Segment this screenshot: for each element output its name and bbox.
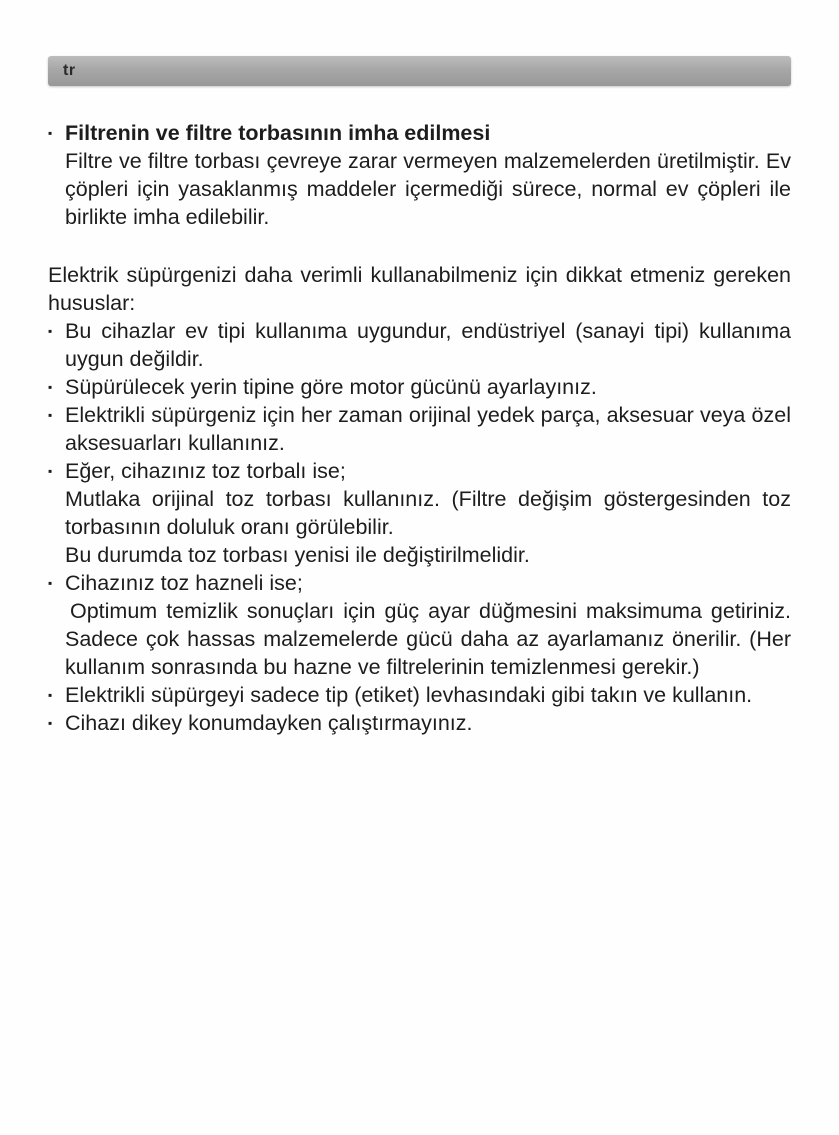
square-bullet-icon: ▪ bbox=[48, 688, 53, 702]
list-item-continuation: Mutlaka orijinal toz torbası kullanınız. (Filtre değişim göstergesinden toz torbasının doluluk oranı görülebilir. bbox=[65, 487, 791, 539]
list-item bbox=[48, 401, 791, 457]
square-bullet-icon: ▪ bbox=[48, 464, 53, 478]
list-item-text: Elektrikli süpürgeyi sadece tip (etiket) levhasındaki gibi takın ve kullanın. bbox=[65, 683, 753, 707]
square-bullet-icon: ▪ bbox=[48, 126, 53, 140]
section-heading: Filtrenin ve filtre torbasının imha edilmesi bbox=[65, 121, 491, 145]
heading-list-item bbox=[48, 119, 791, 147]
section-usage-tips bbox=[48, 261, 791, 737]
list-item-text: Eğer, cihazınız toz torbalı ise; bbox=[65, 459, 346, 483]
square-bullet-icon: ▪ bbox=[48, 576, 53, 590]
list-item-body bbox=[65, 569, 791, 681]
list-item bbox=[48, 681, 791, 709]
list-item-text: Cihazınız toz hazneli ise; bbox=[65, 571, 303, 595]
square-bullet-icon: ▪ bbox=[48, 324, 53, 338]
list-item bbox=[48, 569, 791, 681]
list-item-text: Bu cihazlar ev tipi kullanıma uygundur, endüstriyel (sanayi tipi) kullanıma uygun değildir. bbox=[65, 319, 791, 371]
list-item-text: Cihazı dikey konumdayken çalıştırmayınız. bbox=[65, 711, 473, 735]
square-bullet-icon: ▪ bbox=[48, 716, 53, 730]
list-item bbox=[48, 457, 791, 569]
list-item bbox=[48, 373, 791, 401]
list-item-continuation: Optimum temizlik sonuçları için güç ayar düğmesini maksimuma getiriniz. Sadece çok hassas malzemelerde gücü daha az ayarlamanız önerilir. (Her kullanım sonrasında bu hazne ve filtrelerinin temizlenmesi gerekir.) bbox=[65, 599, 791, 679]
list-item-text: Süpürülecek yerin tipine göre motor gücünü ayarlayınız. bbox=[65, 375, 597, 399]
square-bullet-icon: ▪ bbox=[48, 380, 53, 394]
square-bullet-icon: ▪ bbox=[48, 408, 53, 422]
section-body-text: Filtre ve filtre torbası çevreye zarar vermeyen malzemelerden üretilmiştir. Ev çöpleri için yasaklanmış maddeler içermediği sürece, normal ev çöpleri ile birlikte imha edilebilir. bbox=[65, 149, 791, 229]
list-item bbox=[48, 709, 791, 737]
tips-intro-text: Elektrik süpürgenizi daha verimli kullanabilmeniz için dikkat etmeniz gereken hususlar: bbox=[48, 263, 791, 315]
language-header-bar bbox=[48, 56, 791, 86]
section-filter-disposal bbox=[48, 119, 791, 231]
page-content bbox=[48, 119, 791, 737]
list-item bbox=[48, 317, 791, 373]
list-item-continuation: Bu durumda toz torbası yenisi ile değiştirilmelidir. bbox=[65, 543, 530, 567]
list-item-body bbox=[65, 457, 791, 569]
list-item-text: Elektrikli süpürgeniz için her zaman orijinal yedek parça, aksesuar veya özel aksesuarları kullanınız. bbox=[65, 403, 791, 455]
language-code-label: tr bbox=[63, 62, 76, 79]
